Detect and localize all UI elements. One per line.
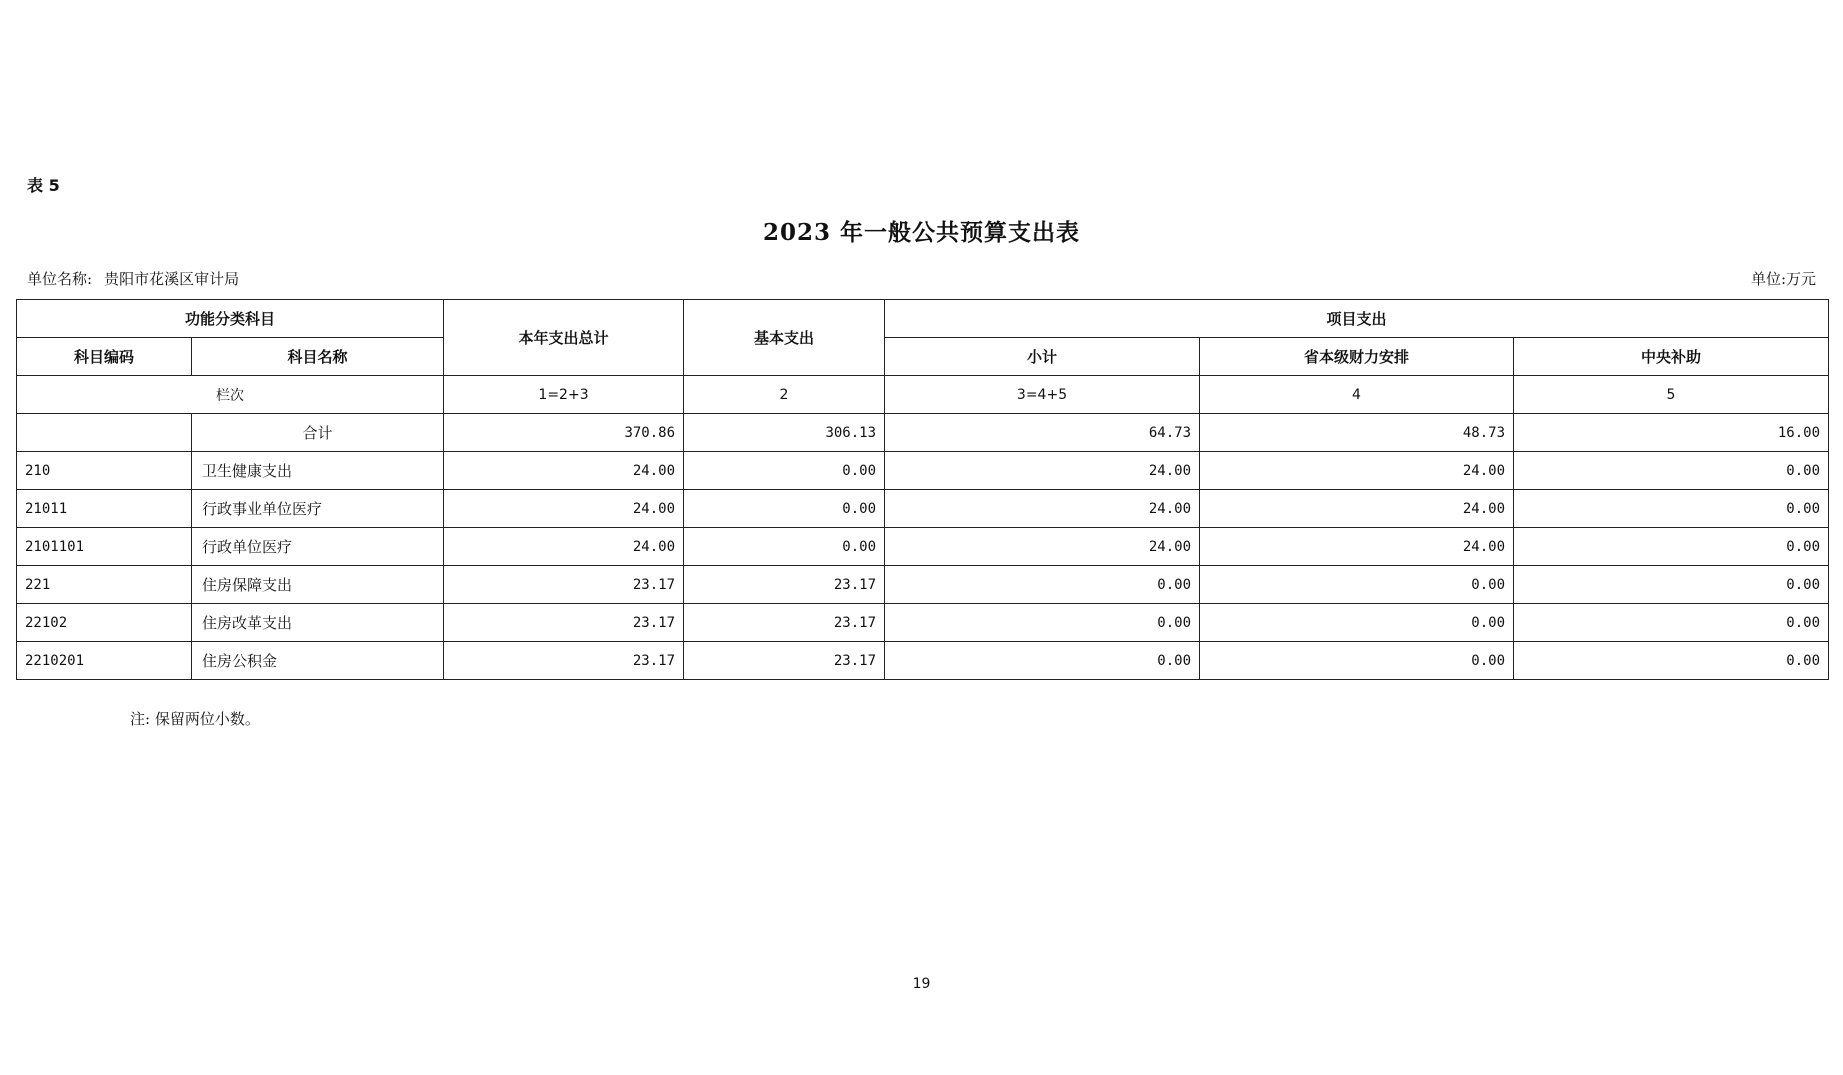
column-index-row xyxy=(17,376,1829,414)
table-row xyxy=(17,642,1829,680)
unit-label: 单位:万元 xyxy=(1750,270,1816,288)
cell-name: 住房改革支出 xyxy=(192,604,444,642)
cell-central: 0.00 xyxy=(1514,452,1829,490)
cell-code: 2210201 xyxy=(17,642,192,680)
cell-total: 23.17 xyxy=(444,642,684,680)
page-number: 19 xyxy=(912,976,931,992)
header-functional-class: 功能分类科目 xyxy=(17,300,444,338)
cell-total: 24.00 xyxy=(444,490,684,528)
org-info xyxy=(27,268,239,289)
table-row xyxy=(17,604,1829,642)
cell-name: 住房保障支出 xyxy=(192,566,444,604)
cell-subtotal: 64.73 xyxy=(885,414,1200,452)
org-label: 单位名称: xyxy=(27,270,93,288)
table-note: 注: 保留两位小数。 xyxy=(130,710,260,728)
cell-name: 行政事业单位医疗 xyxy=(192,490,444,528)
column-index-provincial: 4 xyxy=(1200,376,1514,414)
column-index-central: 5 xyxy=(1514,376,1829,414)
cell-subtotal: 0.00 xyxy=(885,566,1200,604)
cell-code: 2101101 xyxy=(17,528,192,566)
cell-provincial: 48.73 xyxy=(1200,414,1514,452)
table-label: 表 5 xyxy=(27,176,60,195)
cell-basic: 0.00 xyxy=(684,490,885,528)
cell-provincial: 24.00 xyxy=(1200,452,1514,490)
cell-subtotal: 24.00 xyxy=(885,528,1200,566)
table-row xyxy=(17,490,1829,528)
cell-central: 0.00 xyxy=(1514,642,1829,680)
cell-total: 23.17 xyxy=(444,604,684,642)
cell-provincial: 24.00 xyxy=(1200,490,1514,528)
column-index-basic: 2 xyxy=(684,376,885,414)
cell-provincial: 0.00 xyxy=(1200,642,1514,680)
header-provincial: 省本级财力安排 xyxy=(1200,338,1514,376)
cell-total: 24.00 xyxy=(444,452,684,490)
page-title: 2023 年一般公共预算支出表 xyxy=(762,219,1081,246)
header-central: 中央补助 xyxy=(1514,338,1829,376)
cell-provincial: 0.00 xyxy=(1200,604,1514,642)
cell-central: 0.00 xyxy=(1514,566,1829,604)
cell-total: 370.86 xyxy=(444,414,684,452)
cell-central: 0.00 xyxy=(1514,604,1829,642)
cell-name: 合计 xyxy=(192,414,444,452)
cell-central: 0.00 xyxy=(1514,528,1829,566)
cell-subtotal: 24.00 xyxy=(885,452,1200,490)
header-row-2 xyxy=(17,338,1829,376)
cell-basic: 23.17 xyxy=(684,604,885,642)
cell-name: 住房公积金 xyxy=(192,642,444,680)
cell-name: 卫生健康支出 xyxy=(192,452,444,490)
cell-basic: 0.00 xyxy=(684,528,885,566)
cell-provincial: 24.00 xyxy=(1200,528,1514,566)
cell-total: 23.17 xyxy=(444,566,684,604)
cell-code: 221 xyxy=(17,566,192,604)
cell-provincial: 0.00 xyxy=(1200,566,1514,604)
cell-central: 16.00 xyxy=(1514,414,1829,452)
cell-subtotal: 0.00 xyxy=(885,604,1200,642)
cell-total: 24.00 xyxy=(444,528,684,566)
header-subject-name: 科目名称 xyxy=(192,338,444,376)
cell-code: 210 xyxy=(17,452,192,490)
header-subject-code: 科目编码 xyxy=(17,338,192,376)
cell-basic: 23.17 xyxy=(684,566,885,604)
cell-basic: 0.00 xyxy=(684,452,885,490)
table-row xyxy=(17,452,1829,490)
total-row xyxy=(17,414,1829,452)
column-index-subtotal: 3=4+5 xyxy=(885,376,1200,414)
cell-code xyxy=(17,414,192,452)
cell-basic: 306.13 xyxy=(684,414,885,452)
cell-name: 行政单位医疗 xyxy=(192,528,444,566)
column-index-total: 1=2+3 xyxy=(444,376,684,414)
cell-subtotal: 24.00 xyxy=(885,490,1200,528)
header-basic: 基本支出 xyxy=(684,300,885,376)
header-total: 本年支出总计 xyxy=(444,300,684,376)
cell-central: 0.00 xyxy=(1514,490,1829,528)
header-row-1 xyxy=(17,300,1829,338)
cell-code: 22102 xyxy=(17,604,192,642)
cell-basic: 23.17 xyxy=(684,642,885,680)
cell-code: 21011 xyxy=(17,490,192,528)
org-value: 贵阳市花溪区审计局 xyxy=(104,270,240,288)
header-project: 项目支出 xyxy=(885,300,1829,338)
table-row xyxy=(17,528,1829,566)
header-subtotal: 小计 xyxy=(885,338,1200,376)
meta-row xyxy=(27,268,1816,289)
budget-expenditure-table xyxy=(16,299,1829,680)
cell-subtotal: 0.00 xyxy=(885,642,1200,680)
column-index-label: 栏次 xyxy=(17,376,444,414)
table-row xyxy=(17,566,1829,604)
